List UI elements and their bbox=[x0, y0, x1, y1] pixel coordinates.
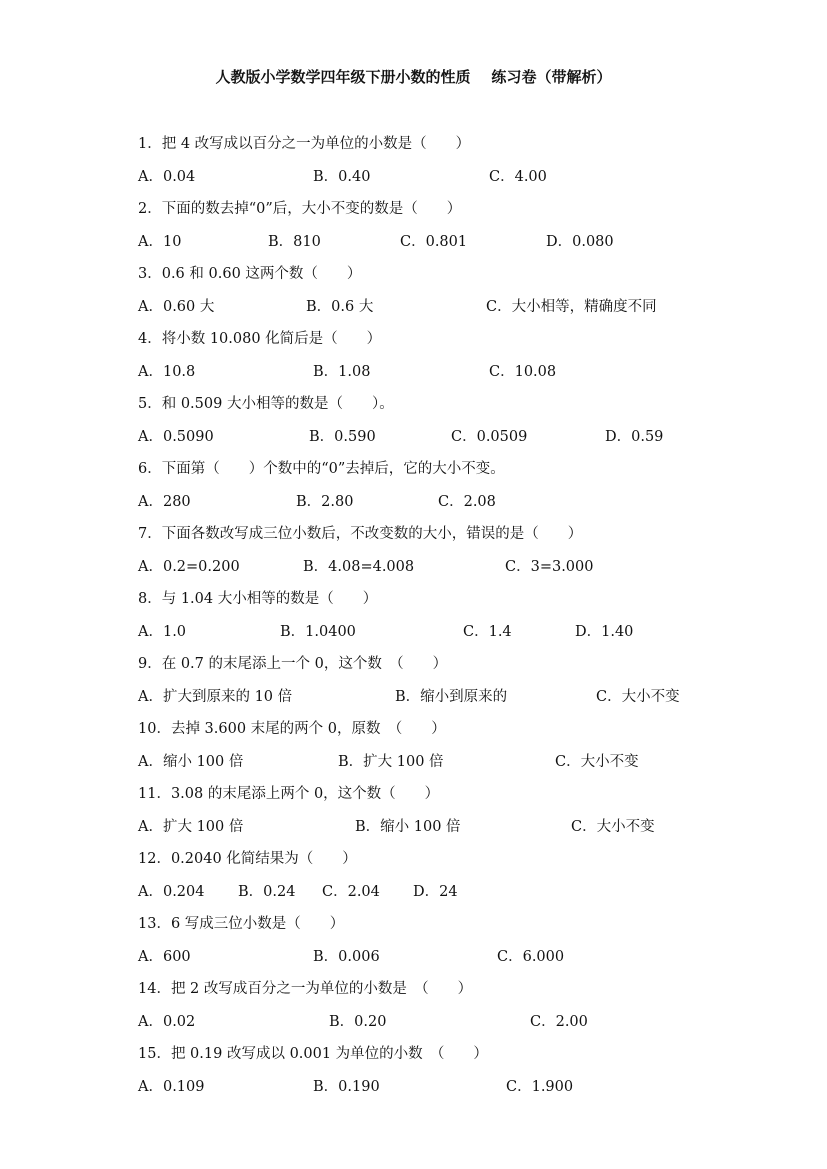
question-11-text: 11．3.08 的末尾添上两个 0，这个数（ ） bbox=[138, 786, 440, 802]
question-13-text: 13．6 写成三位小数是（ ） bbox=[138, 916, 345, 932]
question-8-option-b: B．1.0400 bbox=[280, 624, 356, 640]
question-15-option-a: A．0.109 bbox=[138, 1079, 205, 1095]
question-5-option-b: B．0.590 bbox=[309, 429, 376, 445]
question-15-option-b: B．0.190 bbox=[313, 1079, 380, 1095]
question-10-option-b: B．扩大 100 倍 bbox=[338, 754, 444, 770]
question-14-option-b: B．0.20 bbox=[329, 1014, 387, 1030]
question-9-option-a: A．扩大到原来的 10 倍 bbox=[138, 689, 293, 705]
question-4-option-b: B．1.08 bbox=[313, 364, 371, 380]
question-10-text: 10．去掉 3.600 末尾的两个 0，原数 （ ） bbox=[138, 721, 446, 737]
question-9-option-c: C．大小不变 bbox=[596, 689, 680, 705]
question-1-option-a: A．0.04 bbox=[138, 169, 196, 185]
question-1-option-c: C．4.00 bbox=[489, 169, 547, 185]
question-8-option-a: A．1.0 bbox=[138, 624, 187, 640]
question-6-option-a: A．280 bbox=[138, 494, 191, 510]
question-14-text: 14．把 2 改写成百分之一为单位的小数是 （ ） bbox=[138, 981, 473, 997]
question-7-text: 7．下面各数改写成三位小数后，不改变数的大小，错误的是（ ） bbox=[138, 526, 583, 542]
question-15-text: 15．把 0.19 改写成以 0.001 为单位的小数 （ ） bbox=[138, 1046, 488, 1062]
question-6-option-b: B．2.80 bbox=[296, 494, 354, 510]
question-12-option-c: C．2.04 bbox=[322, 884, 380, 900]
question-8-option-c: C．1.4 bbox=[463, 624, 512, 640]
question-5-option-a: A．0.5090 bbox=[138, 429, 214, 445]
question-2-option-a: A．10 bbox=[138, 234, 182, 250]
question-10-option-a: A．缩小 100 倍 bbox=[138, 754, 244, 770]
question-12-option-b: B．0.24 bbox=[238, 884, 296, 900]
question-8-text: 8．与 1.04 大小相等的数是（ ） bbox=[138, 591, 378, 607]
question-12-option-d: D．24 bbox=[413, 884, 458, 900]
question-11-option-a: A．扩大 100 倍 bbox=[138, 819, 244, 835]
question-15-option-c: C．1.900 bbox=[506, 1079, 574, 1095]
question-12-text: 12．0.2040 化简结果为（ ） bbox=[138, 851, 357, 867]
question-4-option-c: C．10.08 bbox=[489, 364, 557, 380]
question-4-option-a: A．10.8 bbox=[138, 364, 196, 380]
question-9-text: 9．在 0.7 的末尾添上一个 0，这个数 （ ） bbox=[138, 656, 448, 672]
question-1-option-b: B．0.40 bbox=[313, 169, 371, 185]
question-3-text: 3．0.6 和 0.60 这两个数（ ） bbox=[138, 266, 362, 282]
question-3-option-c: C．大小相等，精确度不同 bbox=[486, 299, 657, 315]
question-13-option-c: C．6.000 bbox=[497, 949, 565, 965]
question-11-option-c: C．大小不变 bbox=[571, 819, 655, 835]
question-10-option-c: C．大小不变 bbox=[555, 754, 639, 770]
document-title: 人教版小学数学四年级下册小数的性质 练习卷（带解析） bbox=[215, 68, 612, 86]
question-14-option-a: A．0.02 bbox=[138, 1014, 196, 1030]
question-13-option-b: B．0.006 bbox=[313, 949, 380, 965]
question-3-option-a: A．0.60 大 bbox=[138, 299, 215, 315]
question-13-option-a: A．600 bbox=[138, 949, 191, 965]
question-5-option-d: D．0.59 bbox=[605, 429, 664, 445]
question-2-option-d: D．0.080 bbox=[546, 234, 614, 250]
question-9-option-b: B．缩小到原来的 bbox=[395, 689, 508, 705]
question-6-option-c: C．2.08 bbox=[438, 494, 496, 510]
question-1-text: 1．把 4 改写成以百分之一为单位的小数是（ ） bbox=[138, 136, 471, 152]
question-2-text: 2．下面的数去掉“0”后，大小不变的数是（ ） bbox=[138, 201, 462, 217]
question-7-option-b: B．4.08=4.008 bbox=[303, 559, 415, 575]
question-2-option-b: B．810 bbox=[268, 234, 321, 250]
question-8-option-d: D．1.40 bbox=[575, 624, 634, 640]
question-12-option-a: A．0.204 bbox=[138, 884, 205, 900]
question-4-text: 4．将小数 10.080 化简后是（ ） bbox=[138, 331, 382, 347]
question-6-text: 6．下面第（ ）个数中的“0”去掉后，它的大小不变。 bbox=[138, 461, 505, 477]
question-7-option-a: A．0.2=0.200 bbox=[138, 559, 240, 575]
question-14-option-c: C．2.00 bbox=[530, 1014, 588, 1030]
question-7-option-c: C．3=3.000 bbox=[505, 559, 594, 575]
question-5-text: 5．和 0.509 大小相等的数是（ ）。 bbox=[138, 396, 394, 412]
question-3-option-b: B．0.6 大 bbox=[306, 299, 374, 315]
question-11-option-b: B．缩小 100 倍 bbox=[355, 819, 461, 835]
question-5-option-c: C．0.0509 bbox=[451, 429, 528, 445]
question-2-option-c: C．0.801 bbox=[400, 234, 468, 250]
